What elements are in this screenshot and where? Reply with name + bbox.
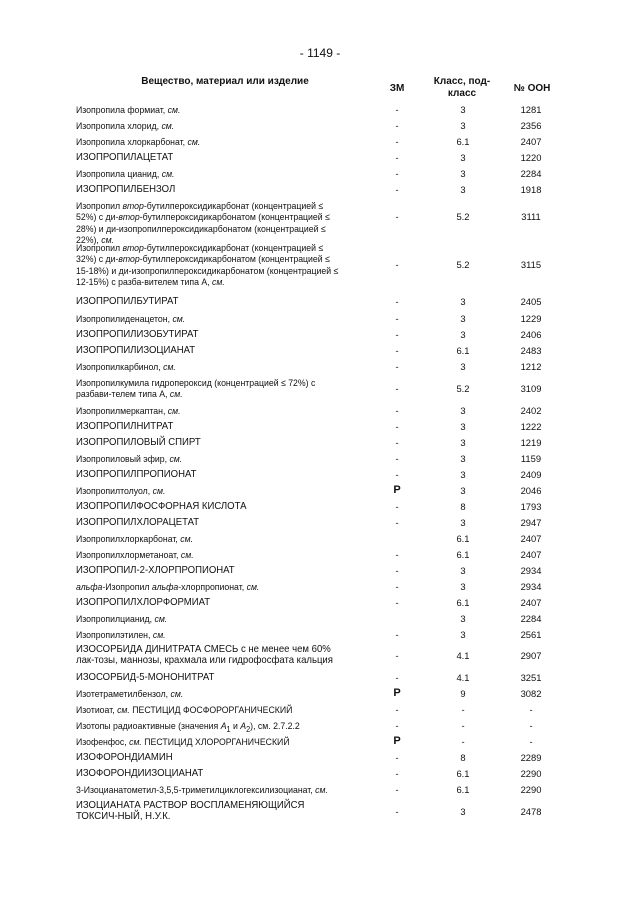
zm-cell: -	[395, 361, 399, 372]
table-row	[0, 704, 640, 715]
substance-name: Изотиоат, см. ПЕСТИЦИД ФОСФОРОРГАНИЧЕСКИЙ	[76, 704, 293, 715]
substance-name: Изопропилкарбинол, см.	[76, 361, 176, 372]
table-row	[0, 152, 640, 163]
class-cell: 6.1	[456, 597, 470, 608]
un-number-cell: 2407	[520, 136, 542, 147]
substance-name: ИЗОПРОПИЛИЗОБУТИРАТ	[76, 329, 199, 340]
zm-cell: -	[395, 296, 399, 307]
substance-name: ИЗОФОРОНДИАМИН	[76, 752, 173, 763]
un-number-cell: 2406	[520, 329, 542, 340]
zm-cell: -	[395, 597, 399, 608]
zm-cell: -	[395, 704, 399, 715]
class-cell: 3	[460, 469, 466, 480]
un-number-cell: 2289	[520, 752, 542, 763]
zm-cell: -	[395, 501, 399, 512]
table-row	[0, 437, 640, 448]
un-number-cell: 2405	[520, 296, 542, 307]
table-row	[0, 469, 640, 480]
zm-cell: -	[395, 581, 399, 592]
un-number-cell: 2561	[520, 629, 542, 640]
substance-name: Изотопы радиоактивные (значения $A_1$ и $A_2$), см. 2.7.2.2	[76, 720, 300, 734]
zm-cell: -	[395, 517, 399, 528]
un-number-cell: 2407	[520, 533, 542, 544]
substance-name: Изопропилиденацетон, см.	[76, 313, 186, 324]
header-zm: ЗМ	[389, 83, 405, 94]
table-row	[0, 549, 640, 560]
zm-cell: P	[393, 687, 401, 699]
zm-cell: -	[395, 437, 399, 448]
zm-cell: -	[395, 752, 399, 763]
un-number-cell: 3111	[521, 211, 541, 223]
substance-name: ИЗОПРОПИЛПРОПИОНАТ	[76, 469, 197, 480]
class-cell: 6.1	[456, 533, 470, 544]
class-cell: 3	[460, 168, 466, 179]
substance-name: ИЗОЦИАНАТА РАСТВОР ВОСПЛАМЕНЯЮЩИЙСЯ ТОКСИЧ-НЫЙ, Н.У.К.	[76, 800, 305, 823]
zm-cell: -	[395, 565, 399, 576]
zm-cell: -	[395, 768, 399, 779]
substance-name: Изопропилхлорметаноат, см.	[76, 549, 194, 560]
table-row	[0, 581, 640, 592]
substance-name: Изопропила цианид, см.	[76, 168, 175, 179]
substance-name: ИЗОПРОПИЛАЦЕТАТ	[76, 152, 174, 163]
zm-cell: -	[395, 152, 399, 163]
table-row	[0, 565, 640, 576]
un-number-cell: 3109	[520, 382, 542, 394]
table-row	[0, 629, 640, 640]
zm-cell: -	[395, 672, 399, 683]
zm-cell: -	[395, 313, 399, 324]
un-number-cell: 2402	[520, 405, 542, 416]
zm-cell: -	[395, 211, 399, 223]
header-class: Класс, под-класс	[433, 76, 491, 99]
un-number-cell: 1793	[520, 501, 542, 512]
class-cell: 3	[460, 313, 466, 324]
un-number-cell: 1918	[520, 184, 542, 195]
class-cell: 3	[460, 805, 466, 817]
class-cell: 3	[460, 517, 466, 528]
class-cell: 3	[460, 437, 466, 448]
substance-name: 3-Изоцианатометил-3,5,5-триметилциклогексилизоцианат, см.	[76, 784, 328, 795]
zm-cell: -	[395, 784, 399, 795]
class-cell: 3	[460, 581, 466, 592]
table-row	[0, 784, 640, 795]
zm-cell: -	[395, 382, 399, 394]
table-row	[0, 688, 640, 699]
table-row	[0, 120, 640, 131]
table-row	[0, 405, 640, 416]
un-number-cell: 1229	[520, 313, 542, 324]
substance-name: ИЗОПРОПИЛБУТИРАТ	[76, 296, 179, 307]
table-row	[0, 184, 640, 195]
substance-name: ИЗОПРОПИЛИЗОЦИАНАТ	[76, 345, 196, 356]
class-cell: 6.1	[456, 768, 470, 779]
table-row	[0, 453, 640, 464]
table-row	[0, 345, 640, 356]
class-cell: 8	[460, 752, 466, 763]
substance-name: Изопропилтолуол, см.	[76, 485, 166, 496]
table-row	[0, 361, 640, 372]
substance-name: ИЗОПРОПИЛНИТРАТ	[76, 421, 174, 432]
un-number-cell: 2934	[520, 581, 542, 592]
zm-cell: -	[395, 720, 399, 731]
substance-name: ИЗОФОРОНДИИЗОЦИАНАТ	[76, 768, 204, 779]
substance-name: Изопропила хлоркарбонат, см.	[76, 136, 201, 147]
zm-cell: -	[395, 120, 399, 131]
zm-cell: -	[395, 469, 399, 480]
un-number-cell: 2284	[520, 613, 542, 624]
un-number-cell: 2907	[520, 649, 542, 661]
class-cell: 3	[460, 329, 466, 340]
substance-name: ИЗОПРОПИЛХЛОРФОРМИАТ	[76, 597, 211, 608]
table-row	[0, 800, 640, 823]
substance-name: ИЗОПРОПИЛФОСФОРНАЯ КИСЛОТА	[76, 501, 247, 512]
class-cell: 3	[460, 421, 466, 432]
un-number-cell: 2407	[520, 597, 542, 608]
zm-cell: -	[395, 258, 399, 270]
table-row	[0, 752, 640, 763]
substance-name: Изопропилхлоркарбонат, см.	[76, 533, 194, 544]
page-number: - 1149 -	[299, 46, 341, 60]
zm-cell: -	[395, 329, 399, 340]
un-number-cell: 3115	[520, 258, 542, 270]
zm-cell: -	[395, 549, 399, 560]
class-cell: 5.2	[456, 382, 470, 394]
table-row	[0, 533, 640, 544]
un-number-cell: 2356	[520, 120, 542, 131]
table-row	[0, 329, 640, 340]
table-row	[0, 501, 640, 512]
un-number-cell: 1222	[520, 421, 542, 432]
header-name: Вещество, материал или изделие	[141, 76, 309, 87]
table-row	[0, 768, 640, 779]
table-row	[0, 104, 640, 115]
class-cell: 3	[460, 613, 466, 624]
substance-name: Изотетраметилбензол, см.	[76, 688, 184, 699]
un-number-cell: 2290	[520, 768, 542, 779]
un-number-cell: 2284	[520, 168, 542, 179]
zm-cell: -	[395, 805, 399, 817]
substance-name: ИЗОПРОПИЛБЕНЗОЛ	[76, 184, 176, 195]
un-number-cell: 1219	[520, 437, 542, 448]
class-cell: -	[461, 736, 465, 747]
substance-name: ИЗОПРОПИЛ-2-ХЛОРПРОПИОНАТ	[76, 565, 235, 576]
substance-name: Изопропилцианид, см.	[76, 613, 168, 624]
un-number-cell: 1212	[520, 361, 542, 372]
table-row	[0, 517, 640, 528]
table-row	[0, 720, 640, 734]
un-number-cell: 1281	[520, 104, 542, 115]
zm-cell: -	[395, 104, 399, 115]
class-cell: 3	[460, 296, 466, 307]
substance-name: Изопропил втор-бутилпероксидикарбонат (концентрацией ≤ 52%) с ди-втор-бутилпероксидикарбонатом (концентрацией ≤ 28%) и ди-изопропилпероксидикарбонатом (концентрацией ≤ 22%), см.	[76, 200, 330, 245]
class-cell: 6.1	[456, 136, 470, 147]
un-number-cell: 2934	[520, 565, 542, 576]
zm-cell: -	[395, 184, 399, 195]
class-cell: 9	[460, 688, 466, 699]
substance-name: ИЗОСОРБИД-5-МОНОНИТРАТ	[76, 672, 215, 683]
un-number-cell: -	[529, 704, 533, 715]
substance-name: Изопропила формиат, см.	[76, 104, 181, 115]
substance-name: Изопропилмеркаптан, см.	[76, 405, 181, 416]
class-cell: 6.1	[456, 345, 470, 356]
table-row	[0, 377, 640, 400]
substance-name: Изопропила хлорид, см.	[76, 120, 175, 131]
substance-name: ИЗОСОРБИДА ДИНИТРАТА СМЕСЬ с не менее чем 60% лак-тозы, маннозы, крахмала или гидрофосфата кальция	[76, 644, 333, 667]
class-cell: 6.1	[456, 549, 470, 560]
class-cell: 3	[460, 405, 466, 416]
zm-cell: -	[395, 405, 399, 416]
class-cell: 4.1	[456, 649, 470, 661]
class-cell: 4.1	[456, 672, 470, 683]
un-number-cell: 1220	[520, 152, 542, 163]
table-row	[0, 597, 640, 608]
zm-cell: -	[395, 453, 399, 464]
table-row	[0, 242, 640, 287]
zm-cell: -	[395, 421, 399, 432]
un-number-cell: 2478	[520, 805, 542, 817]
un-number-cell: 3251	[520, 672, 542, 683]
zm-cell: -	[395, 345, 399, 356]
substance-name: ИЗОПРОПИЛХЛОРАЦЕТАТ	[76, 517, 200, 528]
class-cell: 3	[460, 485, 466, 496]
class-cell: 5.2	[456, 258, 470, 270]
substance-name: Изофенфос, см. ПЕСТИЦИД ХЛОРОРГАНИЧЕСКИЙ	[76, 736, 290, 747]
table-row	[0, 485, 640, 496]
substance-name: альфа-Изопропил альфа-хлорпропионат, см.	[76, 581, 260, 592]
class-cell: 3	[460, 120, 466, 131]
zm-cell: P	[393, 484, 401, 496]
un-number-cell: 1159	[520, 453, 542, 464]
zm-cell: -	[395, 649, 399, 661]
un-number-cell: 2046	[520, 485, 542, 496]
table-row	[0, 296, 640, 307]
substance-name: Изопропилэтилен, см.	[76, 629, 166, 640]
substance-name: Изопропил втор-бутилпероксидикарбонат (концентрацией ≤ 32%) с ди-втор-бутилпероксидикарбонатом (концентрацией ≤ 15-18%) и ди-изопропилпероксидикарбонатом (концентрацией ≤ 12-15%) с разба-вителем типа А, см.	[76, 242, 339, 287]
un-number-cell: 3082	[520, 688, 542, 699]
class-cell: 3	[460, 361, 466, 372]
un-number-cell: -	[529, 736, 533, 747]
table-row	[0, 672, 640, 683]
un-number-cell: 2409	[520, 469, 542, 480]
un-number-cell: 2290	[520, 784, 542, 795]
class-cell: 3	[460, 184, 466, 195]
un-number-cell: 2407	[520, 549, 542, 560]
un-number-cell: -	[529, 720, 533, 731]
table-row	[0, 736, 640, 747]
class-cell: 8	[460, 501, 466, 512]
un-number-cell: 2483	[520, 345, 542, 356]
zm-cell: -	[395, 168, 399, 179]
class-cell: -	[461, 720, 465, 731]
zm-cell: -	[395, 136, 399, 147]
table-row	[0, 136, 640, 147]
substance-name: Изопропиловый эфир, см.	[76, 453, 183, 464]
table-row	[0, 168, 640, 179]
class-cell: 3	[460, 629, 466, 640]
class-cell: 6.1	[456, 784, 470, 795]
substance-name: Изопропилкумила гидропероксид (концентрацией ≤ 72%) с разбави-телем типа А, см.	[76, 377, 316, 400]
un-number-cell: 2947	[520, 517, 542, 528]
class-cell: -	[461, 704, 465, 715]
class-cell: 5.2	[456, 211, 470, 223]
table-row	[0, 200, 640, 245]
class-cell: 3	[460, 104, 466, 115]
table-row	[0, 421, 640, 432]
header-un-number: № ООН	[513, 83, 551, 94]
zm-cell: -	[395, 629, 399, 640]
class-cell: 3	[460, 453, 466, 464]
table-row	[0, 613, 640, 624]
class-cell: 3	[460, 565, 466, 576]
table-row	[0, 313, 640, 324]
substance-name: ИЗОПРОПИЛОВЫЙ СПИРТ	[76, 437, 201, 448]
table-row	[0, 644, 640, 667]
zm-cell: P	[393, 735, 401, 747]
class-cell: 3	[460, 152, 466, 163]
